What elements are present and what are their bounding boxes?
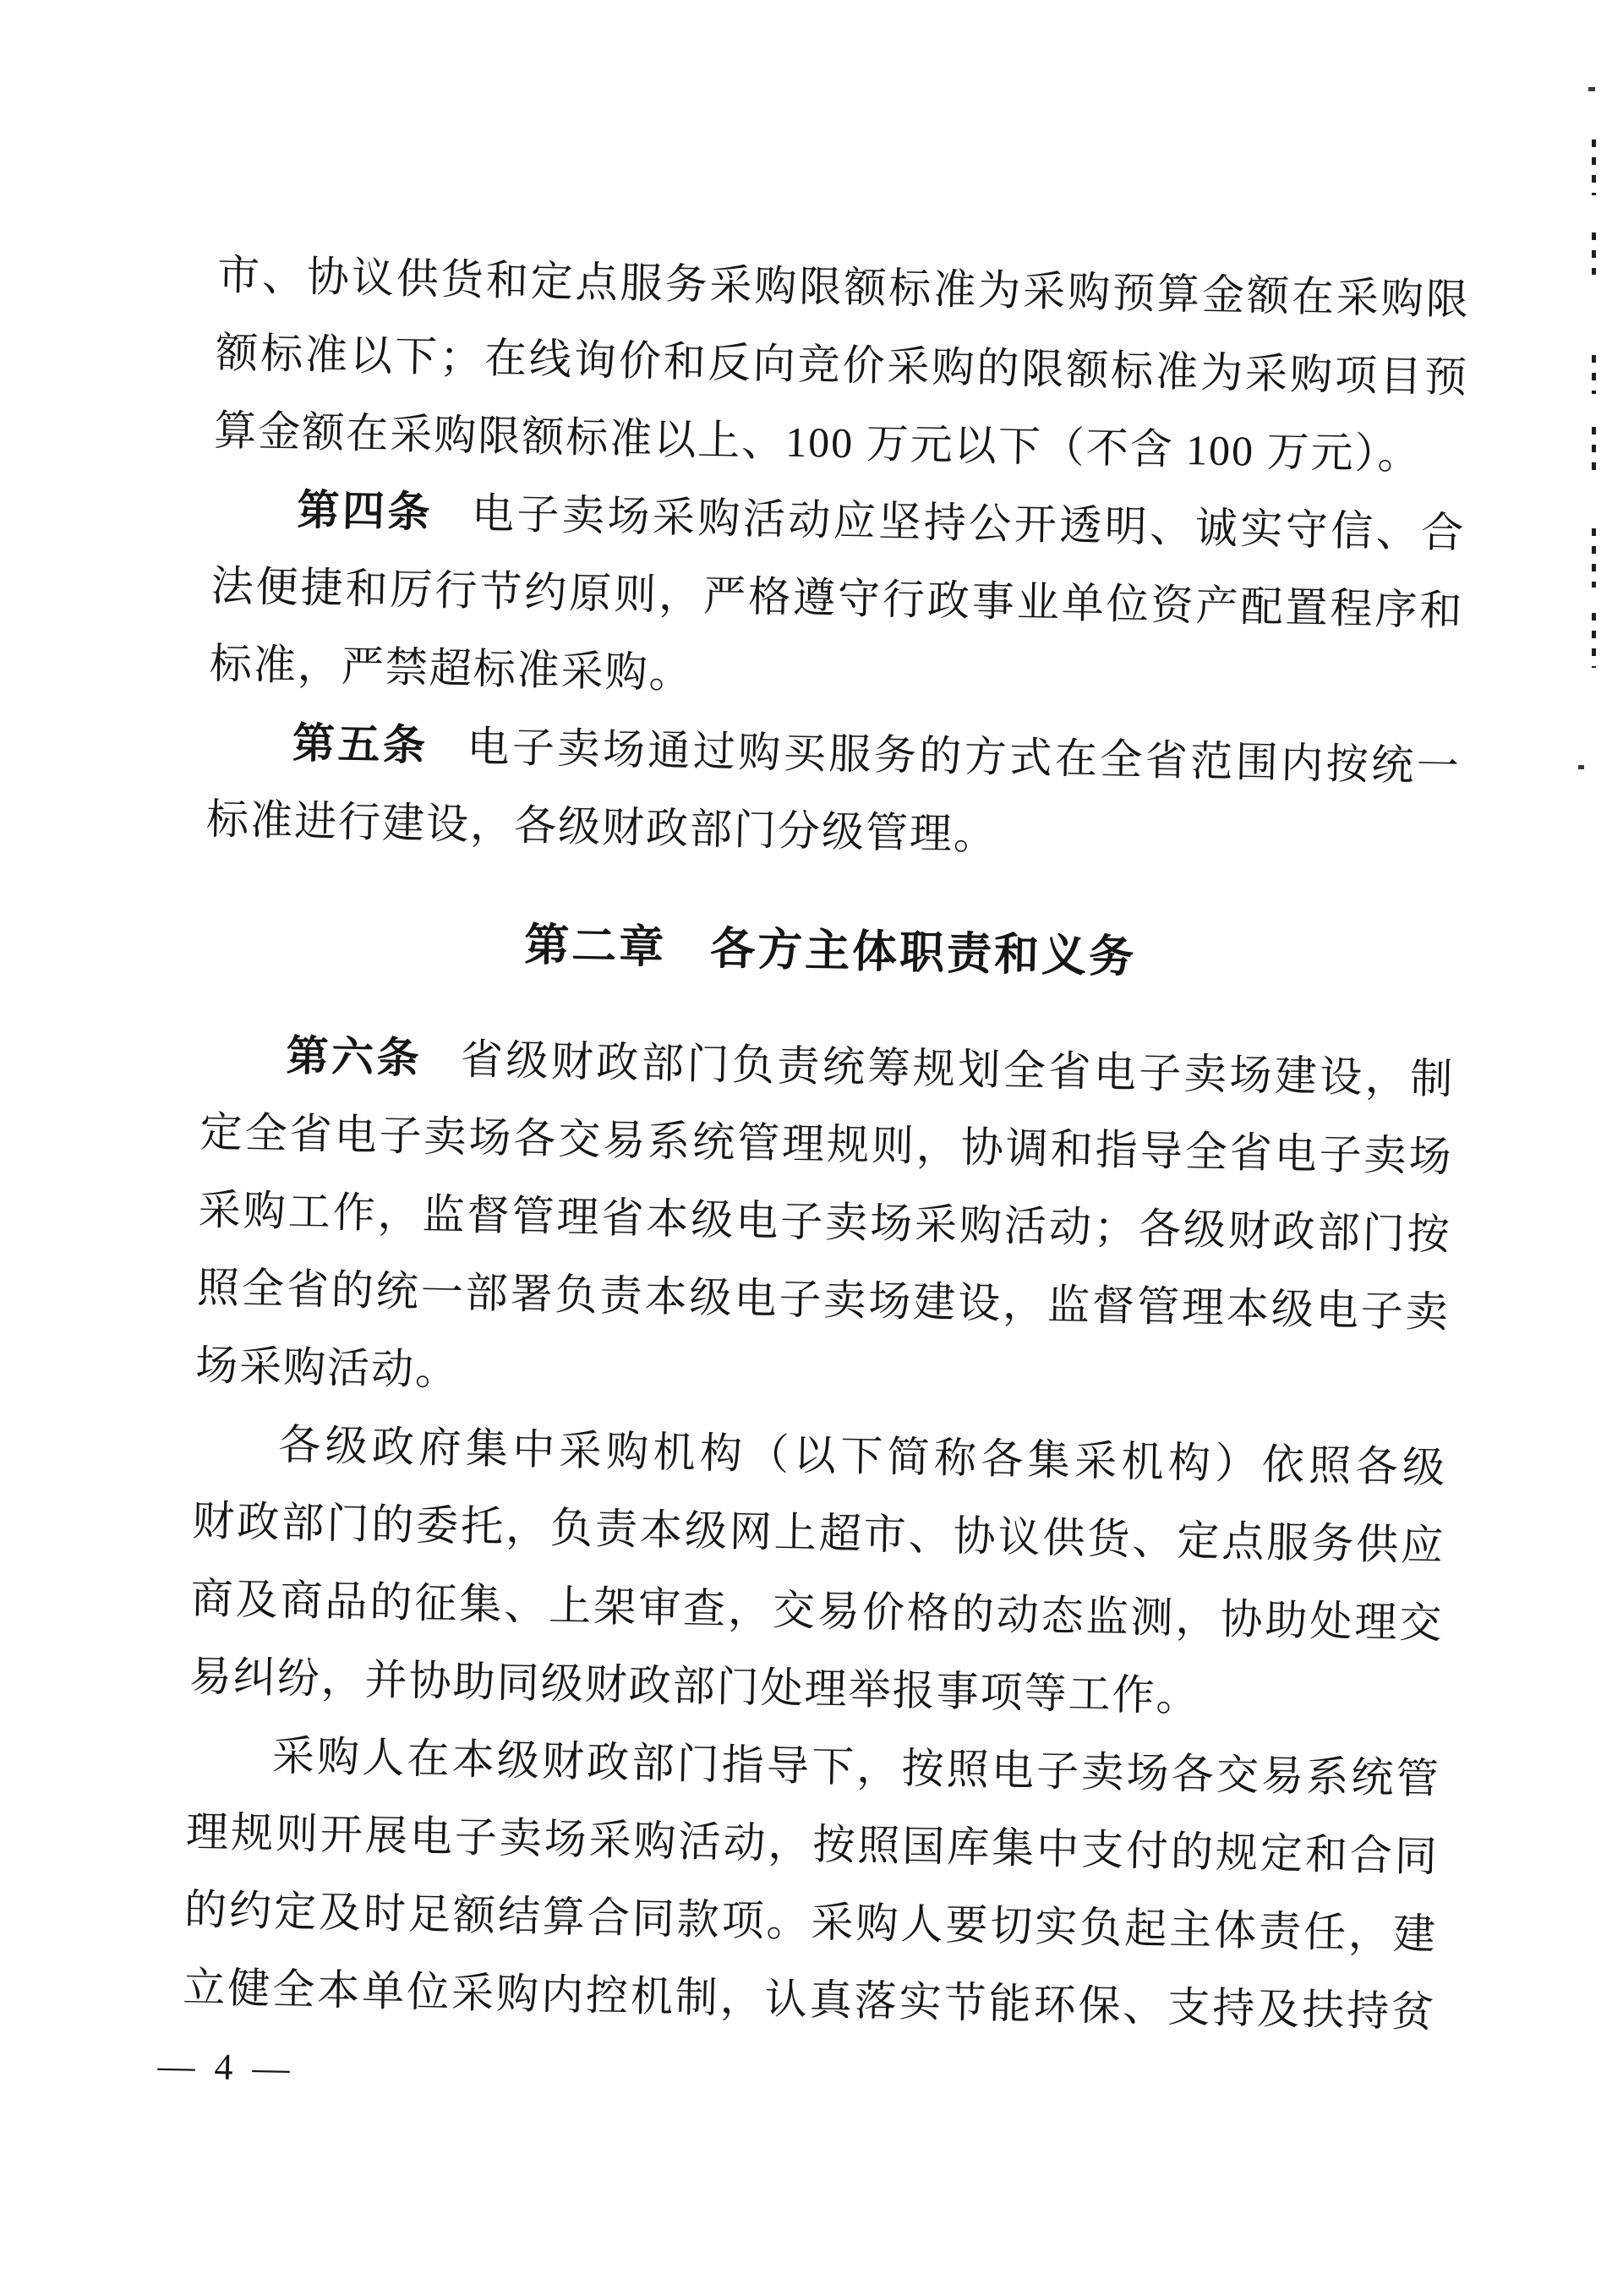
line-text: 采购人在本级财政部门指导下，按照电子卖场各交易系统管: [271, 1731, 1441, 1803]
article-label: 第四条: [296, 485, 434, 537]
line-text: 易纠纷，并协助同级财政部门处理举报事项等工作。: [189, 1652, 1201, 1720]
scan-artifact: [1592, 355, 1596, 394]
scan-artifact: [1592, 427, 1596, 473]
line-text: 电子卖场通过购买服务的方式在全省范围内按统一: [466, 723, 1462, 790]
line-text: 各级政府集中采购机构（以下简称各集采机构）依照各级: [277, 1420, 1447, 1492]
scan-artifact: [1578, 765, 1584, 769]
line-text: 理规则开展电子卖场采购活动，按照国库集中支付的规定和合同: [185, 1807, 1440, 1881]
page-number: — 4 —: [157, 2045, 296, 2090]
line-text: 采购工作，监督管理省本级电子卖场采购活动；各级财政部门按: [198, 1185, 1452, 1259]
line-text: 标准，严禁超标准采购。: [209, 639, 694, 697]
line-text: 市、协议供货和定点服务采购限额标准为采购预算金额在采购限: [216, 250, 1471, 324]
line-text: 定全省电子卖场各交易系统管理规则，协调和指导全省电子卖场: [199, 1107, 1453, 1181]
scan-artifact: [1592, 613, 1596, 668]
chapter-number: 第二章: [523, 921, 667, 973]
line-text: 场采购活动。: [194, 1341, 460, 1394]
line-text: 省级财政部门负责统筹规划全省电子卖场建设，制: [460, 1035, 1455, 1103]
line-text: 立健全本单位采购内控机制，认真落实节能环保、支持及扶持贫: [182, 1963, 1436, 2036]
line-text: 算金额在采购限额标准以上、100 万元以下（不含 100 万元）。: [213, 406, 1423, 478]
line-text: 额标准以下；在线询价和反向竞价采购的限额标准为采购项目预: [215, 328, 1469, 402]
line-text: 商及商品的征集、上架审查，交易价格的动态监测，协助处理交: [190, 1574, 1444, 1648]
scan-artifact: [1592, 139, 1596, 195]
article-label: 第五条: [292, 719, 429, 770]
scan-artifact: [1592, 528, 1596, 588]
scan-artifact: [1592, 232, 1596, 275]
line-text: 照全省的统一部署负责本级电子卖场建设，监督管理本级电子卖: [196, 1263, 1451, 1337]
chapter-title: 各方主体职责和义务: [709, 924, 1137, 982]
scan-artifact: [1588, 87, 1595, 91]
page-body: [157, 236, 1471, 2130]
chapter-heading: [203, 900, 1457, 1003]
line-text: 财政部门的委托，负责本级网上超市、协议供货、定点服务供应: [191, 1496, 1445, 1570]
line-text: 电子卖场采购活动应坚持公开透明、诚实守信、合: [471, 489, 1466, 557]
article-label: 第六条: [285, 1031, 423, 1083]
line-text: 标准进行建设，各级财政部门分级管理。: [205, 795, 998, 859]
line-text: 的约定及时足额结算合同款项。采购人要切实负起主体责任，建: [183, 1885, 1438, 1959]
line-text: 法便捷和厉行节约原则，严格遵守行政事业单位资产配置程序和: [210, 561, 1464, 635]
